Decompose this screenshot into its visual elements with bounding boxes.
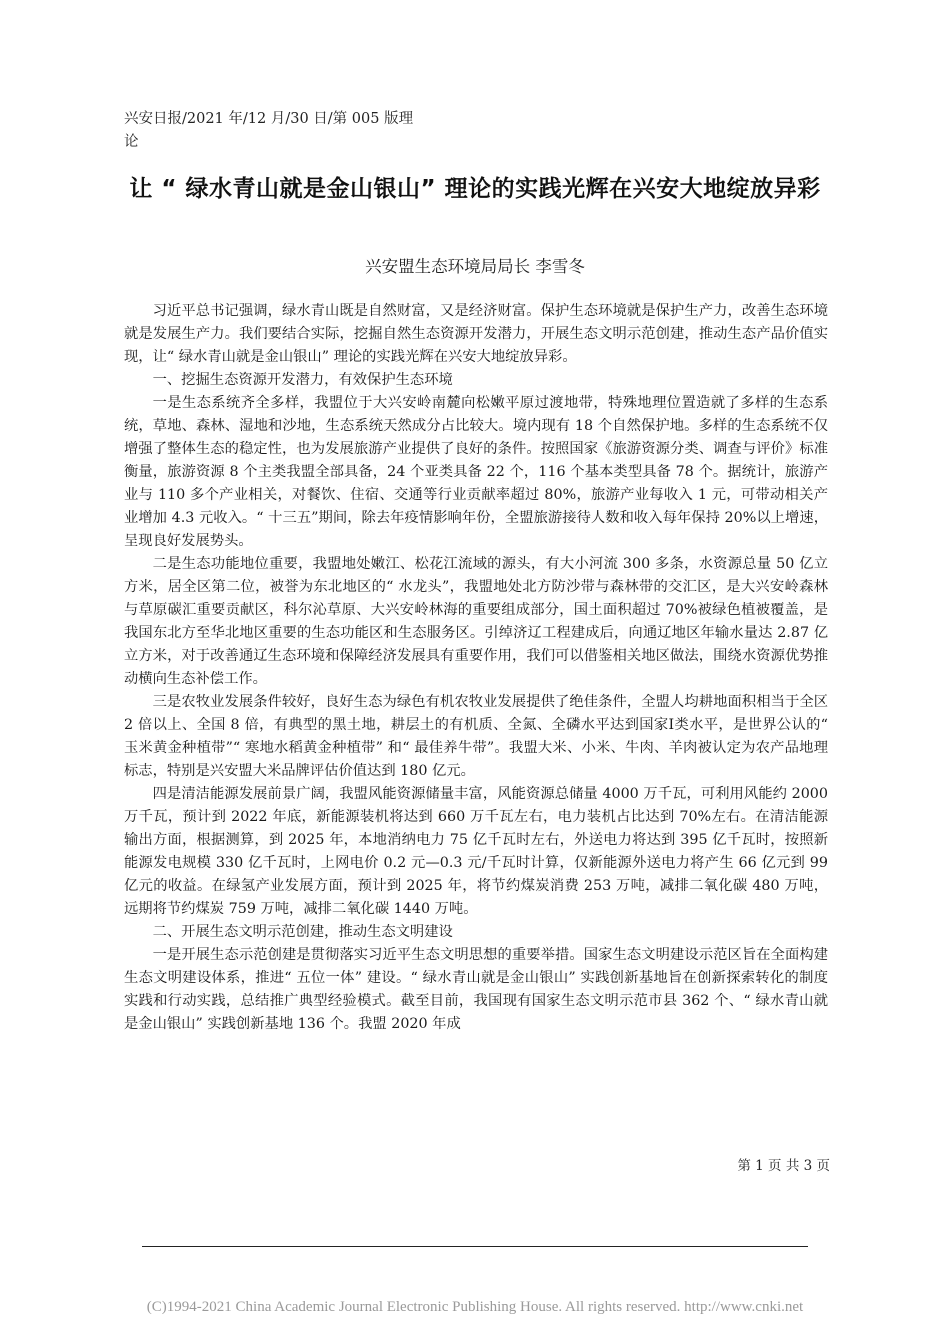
section-heading-1: 一、挖掘生态资源开发潜力，有效保护生态环境 (152, 372, 453, 388)
section-heading-2: 二、开展生态文明示范创建，推动生态文明建设 (152, 924, 453, 940)
paragraph-ecological-function: 二是生态功能地位重要，我盟地处嫩江、松花江流域的源头，有大小河流 300 多条，水资源总量 50 亿立方米，居全区第二位，被誉为东北地区的“ 水龙头”，我盟地处北方防沙带与森林带的交汇区，是大兴安岭森林与草原碳汇重要贡献区，科尔沁草原、大兴安岭林海的重要组成部分，国土面积超过 70%被绿色植被覆盖，是我国东北方至华北地区重要的生态功能区和生态服务区。引绰济辽工程建成后，向通辽地区年输水量达 2.87 亿立方米，对于改善通辽生态环境和保障经济发展具有重要作用，我们可以借鉴相关地区做法，围绕水资源优势推动横向生态补偿工作。 (124, 556, 828, 687)
author-byline: 兴安盟生态环境局局长 李雪冬 (365, 257, 585, 276)
paragraph-ecosystem: 一是生态系统齐全多样，我盟位于大兴安岭南麓向松嫩平原过渡地带，特殊地理位置造就了多样的生态系统，草地、森林、湿地和沙地，生态系统天然成分占比较大。境内现有 18 个自然保护地。多样的生态系统不仅增强了整体生态的稳定性，也为发展旅游产业提供了良好的条件。按照国家《旅游资源分类、调查与评价》标准衡量，旅游资源 8 个主类我盟全部具备，24 个亚类具备 22 个，116 个基本类型具备 78 个。据统计，旅游产业与 110 多个产业相关，对餐饮、住宿、交通等行业贡献率超过 80%，旅游产业每收入 1 元，可带动相关产业增加 4.3 元收入。“ 十三五”期间，除去年疫情影响年份，全盟旅游接待人数和收入每年保持 20%以上增速，呈现良好发展势头。 (124, 395, 828, 549)
article-title: 让 “ 绿水青山就是金山银山” 理论的实践光辉在兴安大地绽放异彩 (129, 176, 821, 202)
article-body (124, 300, 828, 1036)
paragraph-clean-energy: 四是清洁能源发展前景广阔，我盟风能资源储量丰富，风能资源总储量 4000 万千瓦，可利用风能约 2000 万千瓦，预计到 2022 年底，新能源装机将达到 660 万千瓦左右，电力装机占比达到 70%左右。在清洁能源输出方面，根据测算，到 2025 年，本地消纳电力 75 亿千瓦时左右，外送电力将达到 395 亿千瓦时，按照新能源发电规模 330 亿千瓦时，上网电价 0.2 元—0.3 元/千瓦时计算，仅新能源外送电力将产生 66 亿元到 99 亿元的收益。在绿氢产业发展方面，预计到 2025 年，将节约煤炭消费 253 万吨，减排二氧化碳 480 万吨，远期将节约煤炭 759 万吨，减排二氧化碳 1440 万吨。 (124, 786, 828, 917)
paragraph-intro: 习近平总书记强调，绿水青山既是自然财富，又是经济财富。保护生态环境就是保护生产力，改善生态环境就是发展生产力。我们要结合实际，挖掘自然生态资源开发潜力，开展生态文明示范创建，推动生态产品价值实现，让“ 绿水青山就是金山银山” 理论的实践光辉在兴安大地绽放异彩。 (124, 303, 828, 365)
copyright-footer: (C)1994-2021 China Academic Journal Electronic Publishing House. All rights reserved. http://www.cnki.net (146, 1299, 804, 1315)
footer-divider (142, 1246, 808, 1247)
page-number: 第 1 页 共 3 页 (737, 1158, 830, 1174)
paragraph-demonstration: 一是开展生态示范创建是贯彻落实习近平生态文明思想的重要举措。国家生态文明建设示范区旨在全面构建生态文明建设体系，推进“ 五位一体” 建设。“ 绿水青山就是金山银山” 实践创新基地旨在创新探索转化的制度实践和行动实践，总结推广典型经验模式。截至目前，我国现有国家生态文明示范市县 362 个、“ 绿水青山就是金山银山” 实践创新基地 136 个。我盟 2020 年成 (124, 947, 828, 1032)
source-line: 兴安日报/2021 年/12 月/30 日/第 005 版理论 (124, 111, 414, 150)
paragraph-agriculture: 三是农牧业发展条件较好，良好生态为绿色有机农牧业发展提供了绝佳条件，全盟人均耕地面积相当于全区 2 倍以上、全国 8 倍，有典型的黑土地，耕层土的有机质、全氮、全磷水平达到国家Ⅰ类水平，是世界公认的“ 玉米黄金种植带”“ 寒地水稻黄金种植带” 和“ 最佳养牛带”。我盟大米、小米、牛肉、羊肉被认定为农产品地理标志，特别是兴安盟大米品牌评估价值达到 180 亿元。 (124, 694, 828, 779)
